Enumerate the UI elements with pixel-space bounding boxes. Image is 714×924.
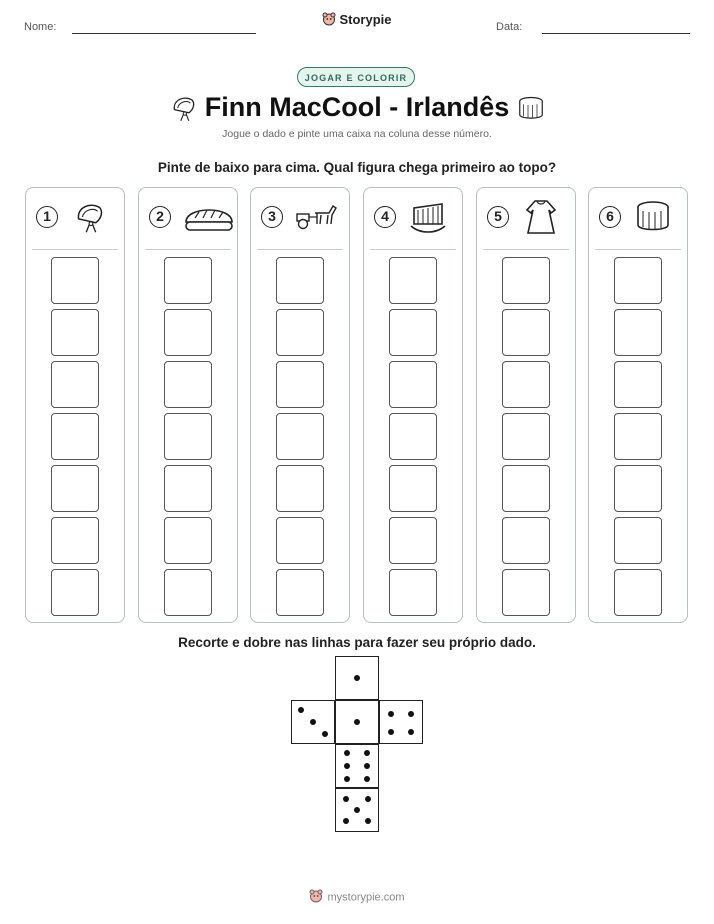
column-3 bbox=[250, 187, 350, 623]
die-pip bbox=[322, 731, 328, 737]
color-box[interactable] bbox=[164, 257, 212, 304]
color-box[interactable] bbox=[51, 569, 99, 616]
color-box[interactable] bbox=[389, 517, 437, 564]
column-number: 6 bbox=[599, 206, 621, 228]
die-pip bbox=[343, 796, 349, 802]
color-box[interactable] bbox=[276, 569, 324, 616]
die-pip bbox=[344, 750, 350, 756]
die-pip bbox=[354, 807, 360, 813]
column-divider bbox=[595, 249, 681, 250]
die-face-5 bbox=[335, 788, 379, 832]
color-box[interactable] bbox=[164, 517, 212, 564]
name-line[interactable] bbox=[72, 33, 256, 34]
color-box[interactable] bbox=[51, 465, 99, 512]
color-box[interactable] bbox=[502, 517, 550, 564]
page-title: Finn MacCool - Irlandês bbox=[204, 92, 510, 122]
color-box[interactable] bbox=[389, 465, 437, 512]
column-2 bbox=[138, 187, 238, 623]
color-box[interactable] bbox=[276, 413, 324, 460]
color-box[interactable] bbox=[276, 309, 324, 356]
column-5 bbox=[476, 187, 576, 623]
footer bbox=[0, 889, 714, 906]
color-box[interactable] bbox=[276, 517, 324, 564]
color-box[interactable] bbox=[614, 361, 662, 408]
color-box[interactable] bbox=[389, 569, 437, 616]
color-box[interactable] bbox=[164, 309, 212, 356]
die-pip bbox=[408, 729, 414, 735]
die-pip bbox=[343, 818, 349, 824]
column-divider bbox=[483, 249, 569, 250]
color-box[interactable] bbox=[614, 465, 662, 512]
color-box[interactable] bbox=[389, 361, 437, 408]
column-1 bbox=[25, 187, 125, 623]
color-box[interactable] bbox=[164, 465, 212, 512]
subtitle: Jogue o dado e pinte uma caixa na coluna desse número. bbox=[222, 128, 492, 140]
dress-icon bbox=[521, 198, 561, 236]
die-face-1 bbox=[335, 700, 379, 744]
column-divider bbox=[257, 249, 343, 250]
color-box[interactable] bbox=[502, 569, 550, 616]
date-label: Data: bbox=[496, 21, 523, 33]
column-number: 1 bbox=[36, 206, 58, 228]
die-pip bbox=[298, 707, 304, 713]
color-box[interactable] bbox=[51, 361, 99, 408]
die-face-1 bbox=[335, 656, 379, 700]
color-box[interactable] bbox=[276, 361, 324, 408]
die-pip bbox=[388, 729, 394, 735]
color-box[interactable] bbox=[502, 309, 550, 356]
color-box[interactable] bbox=[614, 517, 662, 564]
color-box[interactable] bbox=[614, 413, 662, 460]
die-pip bbox=[388, 711, 394, 717]
color-box[interactable] bbox=[389, 257, 437, 304]
color-box[interactable] bbox=[502, 361, 550, 408]
color-box[interactable] bbox=[276, 465, 324, 512]
horse-cart-icon bbox=[295, 198, 335, 236]
color-box[interactable] bbox=[502, 257, 550, 304]
color-box[interactable] bbox=[164, 361, 212, 408]
column-6 bbox=[588, 187, 688, 623]
footer-url[interactable]: mystorypie.com bbox=[327, 891, 405, 904]
name-label: Nome: bbox=[24, 21, 57, 33]
color-box[interactable] bbox=[51, 517, 99, 564]
die-pip bbox=[344, 763, 350, 769]
die-pip bbox=[365, 818, 371, 824]
die-pip bbox=[364, 750, 370, 756]
die-pip bbox=[344, 776, 350, 782]
date-line[interactable] bbox=[542, 33, 690, 34]
brand bbox=[0, 12, 714, 29]
die-pip bbox=[364, 776, 370, 782]
color-box[interactable] bbox=[614, 309, 662, 356]
color-box[interactable] bbox=[389, 413, 437, 460]
column-divider bbox=[32, 249, 118, 250]
color-box[interactable] bbox=[276, 257, 324, 304]
die-pip bbox=[364, 763, 370, 769]
color-box[interactable] bbox=[51, 257, 99, 304]
die-face-3 bbox=[291, 700, 335, 744]
bonnet-icon bbox=[70, 198, 110, 236]
die-face-4 bbox=[379, 700, 423, 744]
color-box[interactable] bbox=[51, 309, 99, 356]
instruction-top: Pinte de baixo para cima. Qual figura chega primeiro ao topo? bbox=[157, 160, 557, 175]
hay-bale-icon bbox=[633, 198, 673, 236]
color-box[interactable] bbox=[502, 465, 550, 512]
die-pip bbox=[408, 711, 414, 717]
color-box[interactable] bbox=[614, 569, 662, 616]
color-box[interactable] bbox=[502, 413, 550, 460]
cradle-icon bbox=[408, 198, 448, 236]
die-face-6 bbox=[335, 744, 379, 788]
column-divider bbox=[370, 249, 456, 250]
color-box[interactable] bbox=[389, 309, 437, 356]
activity-badge: JOGAR E COLORIR bbox=[297, 67, 415, 87]
die-pip bbox=[310, 719, 316, 725]
color-box[interactable] bbox=[164, 569, 212, 616]
instruction-bottom: Recorte e dobre nas linhas para fazer seu próprio dado. bbox=[178, 635, 536, 650]
die-pip bbox=[365, 796, 371, 802]
column-number: 3 bbox=[261, 206, 283, 228]
column-4 bbox=[363, 187, 463, 623]
storypie-logo-icon bbox=[322, 12, 336, 29]
column-number: 4 bbox=[374, 206, 396, 228]
column-number: 2 bbox=[149, 206, 171, 228]
column-number: 5 bbox=[487, 206, 509, 228]
bread-loaf-icon bbox=[183, 198, 223, 236]
die-pip bbox=[354, 719, 360, 725]
storypie-logo-icon bbox=[309, 889, 323, 906]
color-box[interactable] bbox=[614, 257, 662, 304]
hay-bale-icon bbox=[516, 94, 546, 122]
die-pip bbox=[354, 675, 360, 681]
brand-name: Storypie bbox=[339, 12, 392, 27]
color-box[interactable] bbox=[164, 413, 212, 460]
column-divider bbox=[145, 249, 231, 250]
color-box[interactable] bbox=[51, 413, 99, 460]
